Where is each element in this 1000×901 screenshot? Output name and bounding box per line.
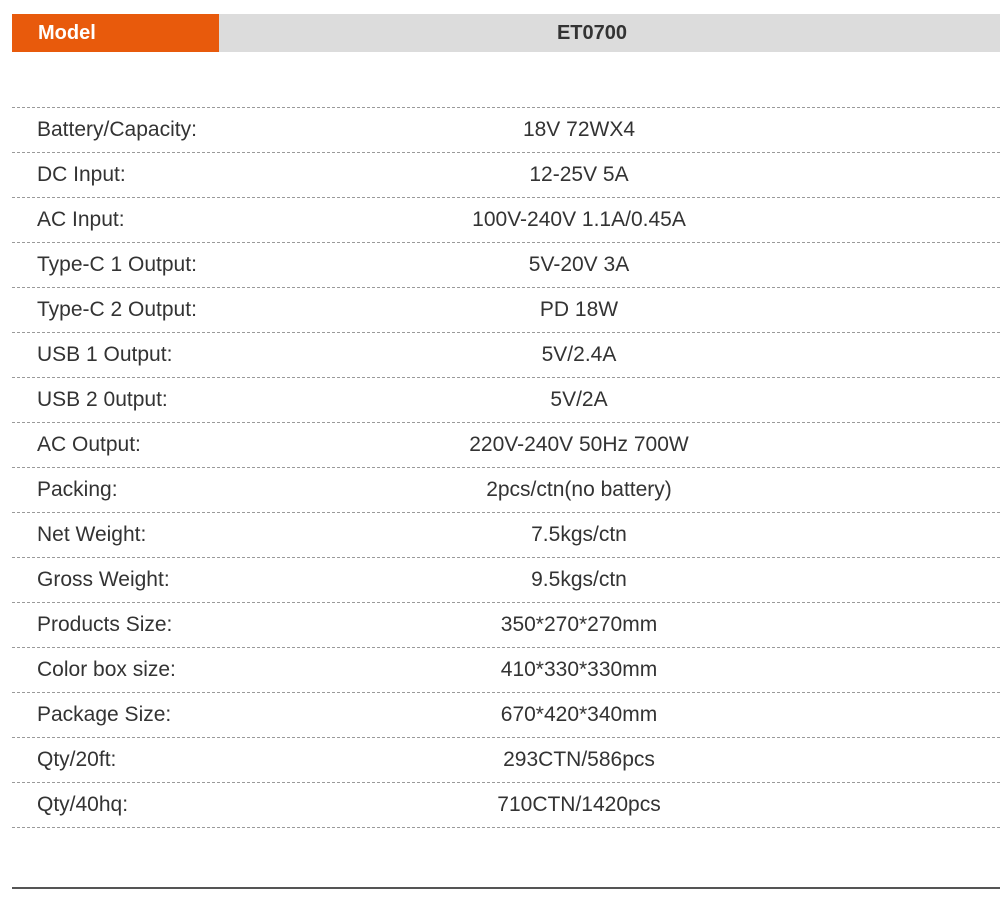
spec-label: Net Weight: — [37, 523, 147, 546]
spec-value: 710CTN/1420pcs — [497, 793, 661, 816]
spec-value: 9.5kgs/ctn — [531, 568, 627, 591]
model-header — [12, 14, 1000, 52]
spec-row — [12, 468, 1000, 513]
spec-row — [12, 513, 1000, 558]
bottom-divider — [12, 887, 1000, 889]
spec-label: Type-C 2 Output: — [37, 298, 197, 321]
spec-value: 293CTN/586pcs — [503, 748, 655, 771]
spec-value: 12-25V 5A — [529, 163, 629, 186]
spec-label: Qty/20ft: — [37, 748, 117, 771]
spec-label: Type-C 1 Output: — [37, 253, 197, 276]
spec-label: Gross Weight: — [37, 568, 170, 591]
spec-label: Battery/Capacity: — [37, 118, 197, 141]
spec-row — [12, 558, 1000, 603]
spec-label: AC Output: — [37, 433, 141, 456]
spec-row — [12, 603, 1000, 648]
spec-value: 410*330*330mm — [500, 658, 658, 681]
spec-value: 5V/2.4A — [541, 343, 617, 366]
spec-row — [12, 288, 1000, 333]
spec-value: 350*270*270mm — [500, 613, 658, 636]
spec-label: Package Size: — [37, 703, 172, 726]
spec-row — [12, 423, 1000, 468]
model-label: Model — [12, 14, 219, 52]
spec-row — [12, 198, 1000, 243]
spec-row — [12, 243, 1000, 288]
spec-label: Color box size: — [37, 658, 176, 681]
spec-row — [12, 648, 1000, 693]
spec-label: Qty/40hq: — [37, 793, 129, 816]
spec-label: Packing: — [37, 478, 118, 501]
spec-row — [12, 333, 1000, 378]
spec-value: PD 18W — [539, 298, 619, 321]
spec-value: 7.5kgs/ctn — [531, 523, 627, 546]
spec-table — [12, 107, 1000, 828]
spec-value: 100V-240V 1.1A/0.45A — [472, 208, 686, 231]
spec-row — [12, 738, 1000, 783]
spec-label: Products Size: — [37, 613, 173, 636]
spec-row — [12, 108, 1000, 153]
spec-value: 5V/2A — [550, 388, 608, 411]
model-value: ET0700 — [219, 14, 1000, 52]
spec-label: USB 2 0utput: — [37, 388, 168, 411]
spec-value: 670*420*340mm — [500, 703, 658, 726]
spec-label: AC Input: — [37, 208, 125, 231]
spec-value: 2pcs/ctn(no battery) — [486, 478, 672, 501]
spec-value: 18V 72WX4 — [522, 118, 636, 141]
spec-row — [12, 153, 1000, 198]
spec-value: 5V-20V 3A — [528, 253, 630, 276]
spec-label: DC Input: — [37, 163, 126, 186]
spec-row — [12, 783, 1000, 828]
spec-value: 220V-240V 50Hz 700W — [469, 433, 689, 456]
spec-label: USB 1 Output: — [37, 343, 173, 366]
spec-row — [12, 693, 1000, 738]
spec-row — [12, 378, 1000, 423]
